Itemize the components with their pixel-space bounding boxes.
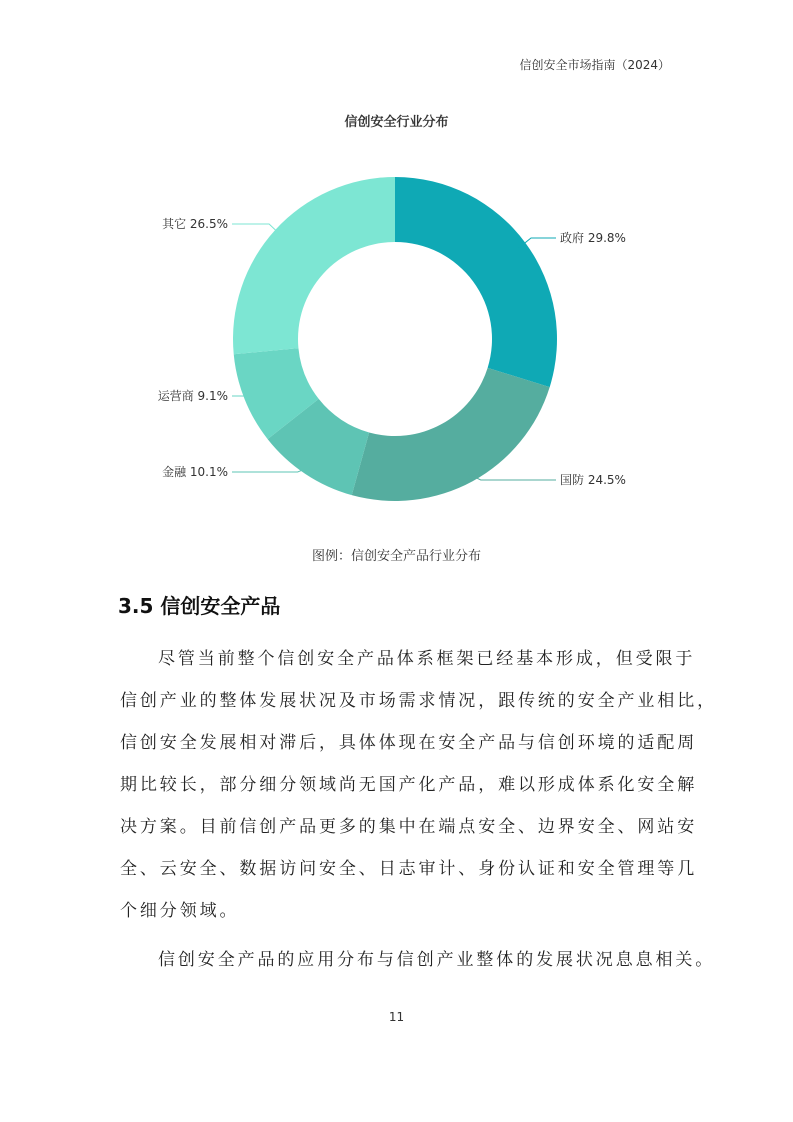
slice-label: 国防 24.5% [560,473,626,487]
chart-title: 信创安全行业分布 [344,115,449,130]
slice-label: 金融 10.1% [162,465,228,479]
figure-caption: 图例：信创安全产品行业分布 [311,549,481,564]
paragraph-line: 决方案。目前信创产品更多的集中在端点安全、边界安全、网站安 [120,817,698,837]
donut-slice [395,177,557,387]
slice-label: 政府 29.8% [560,231,626,245]
paragraph-line: 信创安全发展相对滞后，具体体现在安全产品与信创环境的适配周 [120,733,698,753]
paragraph-line: 个细分领域。 [120,901,240,921]
paragraph-line: 尽管当前整个信创安全产品体系框架已经基本形成，但受限于 [158,649,696,669]
page-number: 11 [388,1010,405,1024]
paragraph-line: 期比较长，部分细分领域尚无国产化产品，难以形成体系化安全解 [120,775,698,795]
header-title: 信创安全市场指南（2024） [519,58,670,72]
slice-label: 其它 26.5% [162,217,228,231]
paragraph-line: 全、云安全、数据访问安全、日志审计、身份认证和安全管理等几 [120,859,698,879]
paragraph-line: 信创产业的整体发展状况及市场需求情况，跟传统的安全产业相比， [120,691,717,711]
slice-label: 运营商 9.1% [157,389,228,403]
donut-slice [352,368,550,501]
donut-slice [233,177,395,354]
section-heading: 3.5 信创安全产品 [118,594,281,618]
paragraph-line: 信创安全产品的应用分布与信创产业整体的发展状况息息相关。 [158,950,716,970]
